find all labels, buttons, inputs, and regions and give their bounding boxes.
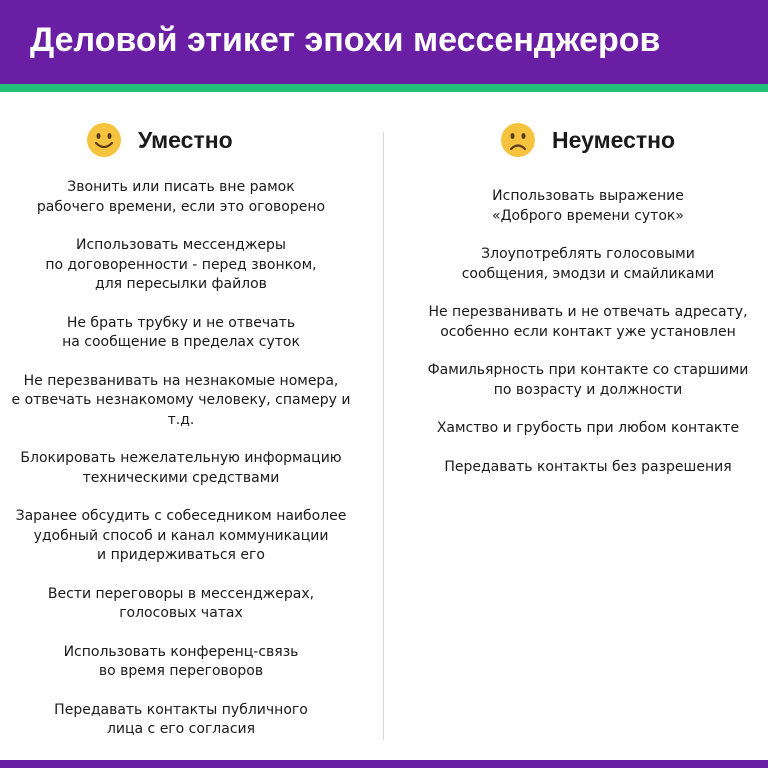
bottom-bar bbox=[0, 760, 768, 768]
list-item: Фамильярность при контакте со старшими по возрасту и должности bbox=[427, 362, 749, 398]
accent-stripe bbox=[0, 84, 768, 92]
list-item: Передавать контакты без разрешения bbox=[444, 458, 732, 475]
list-item: Не перезванивать и не отвечать адресату, особенно если контакт уже установлен bbox=[428, 304, 748, 340]
list-item: Не брать трубку и не отвечать на сообщение в пределах суток bbox=[62, 314, 300, 350]
header-banner bbox=[0, 0, 768, 84]
appropriate-title: Уместно bbox=[138, 126, 233, 153]
list-item: Использовать конференц-связь во время переговоров bbox=[63, 643, 299, 679]
list-item: Злоупотреблять голосовыми сообщения, эмодзи и смайликами bbox=[461, 246, 715, 282]
list-item: Звонить или писать вне рамок рабочего времени, если это оговорено bbox=[36, 179, 326, 215]
smiling-face-icon bbox=[86, 122, 122, 158]
page-title: Деловой этикет эпохи мессенджеров bbox=[30, 21, 661, 59]
list-item: Передавать контакты публичного лица с его согласия bbox=[54, 701, 308, 737]
inappropriate-list bbox=[409, 187, 767, 496]
list-item: Заранее обсудить с собеседником наиболее удобный способ и канал коммуникации и придерживаться его bbox=[15, 508, 347, 563]
appropriate-list bbox=[0, 178, 366, 759]
frowning-face-icon bbox=[500, 122, 536, 158]
list-item: Вести переговоры в мессенджерах, голосовых чатах bbox=[47, 585, 315, 621]
column-divider bbox=[383, 132, 384, 740]
list-item: Хамство и грубость при любом контакте bbox=[436, 420, 740, 436]
list-item: Использовать мессенджеры по договоренности - перед звонком, для пересылки файлов bbox=[45, 237, 317, 292]
list-item: Не перезванивать на незнакомые номера, е отвечать незнакомому человеку, спамеру и т.д. bbox=[11, 372, 351, 428]
inappropriate-column-header bbox=[500, 120, 675, 160]
appropriate-column-header bbox=[86, 120, 233, 160]
list-item: Использовать выражение «Доброго времени суток» bbox=[492, 188, 684, 224]
list-item: Блокировать нежелательную информацию техническими средствами bbox=[20, 450, 342, 486]
inappropriate-title: Неуместно bbox=[552, 126, 676, 153]
